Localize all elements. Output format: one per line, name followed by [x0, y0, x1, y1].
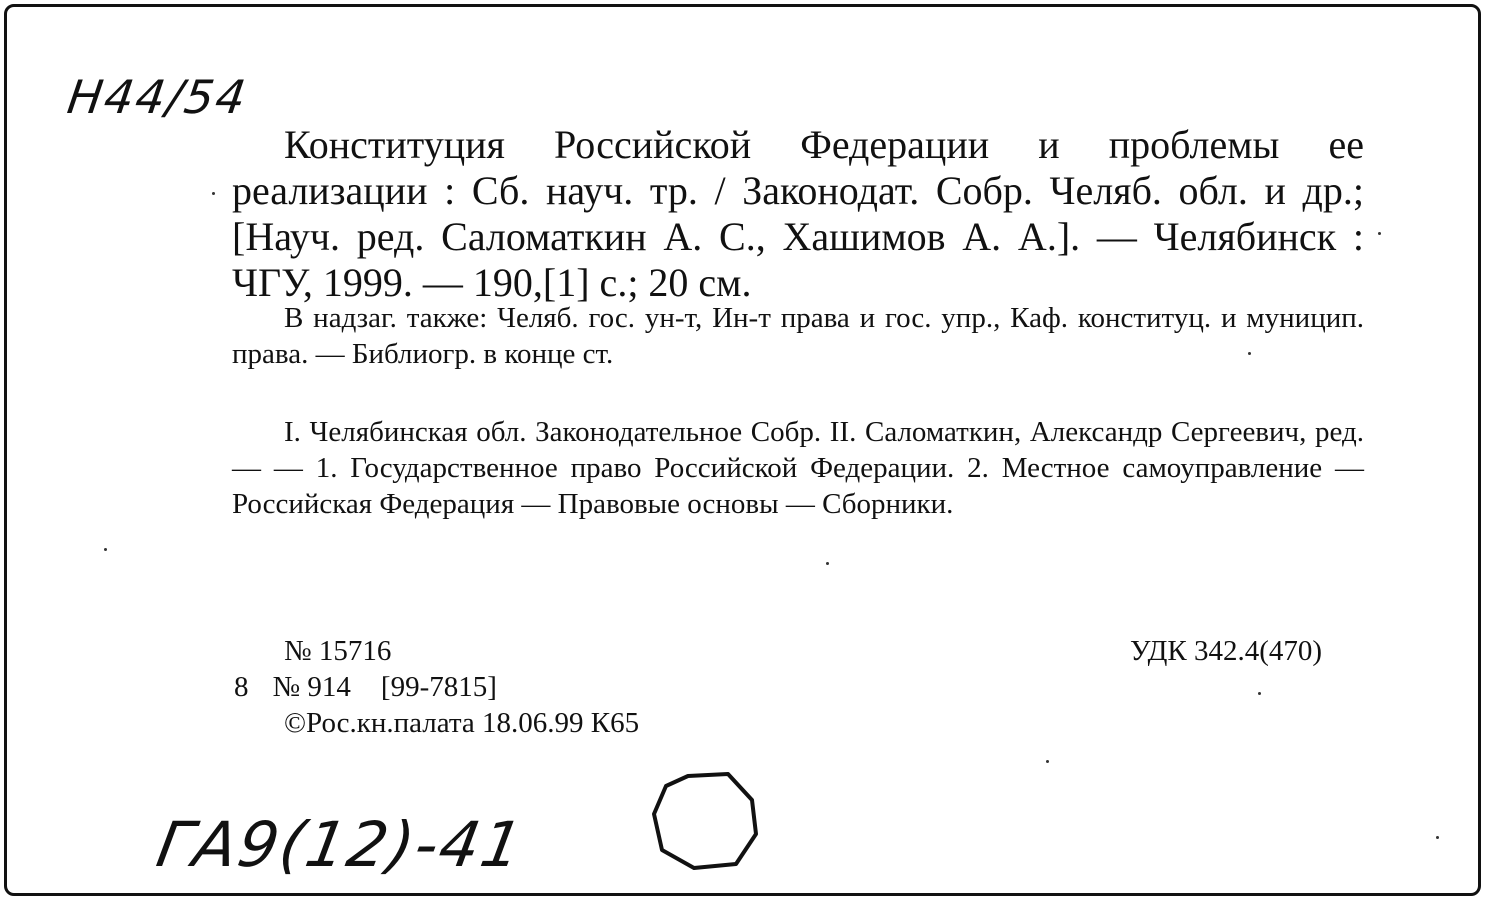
scan-speck [1436, 836, 1439, 839]
scan-speck [826, 562, 829, 565]
scan-speck [1248, 352, 1251, 355]
handwritten-shelf-mark: Н44/54 [64, 70, 251, 124]
scan-speck [212, 192, 215, 195]
order-number: № 914 [272, 671, 351, 703]
bibliographic-note: В надзаг. также: Челяб. гос. ун-т, Ин-т права и гос. упр., Каф. конституц. и муницип. права. — Библиогр. в конце ст. [232, 302, 1364, 370]
scan-speck [104, 548, 107, 551]
udk-classification: УДК 342.4(470) [1130, 635, 1323, 667]
order-line [234, 670, 497, 704]
scan-speck [1258, 692, 1261, 695]
bibliographic-main-entry: Конституция Российской Федерации и проблемы ее реализации : Сб. науч. тр. / Законодат. Собр. Челяб. обл. и др.; [Науч. ред. Саломаткин А. С., Хашимов А. А.]. — Челябинск : ЧГУ, 1999. — 190,[1] с.; 20 см. [232, 122, 1364, 305]
order-code: [99-7815] [380, 671, 497, 703]
copyright-line: ©Рос.кн.палата 18.06.99 К65 [284, 707, 640, 739]
scan-speck [1378, 232, 1381, 235]
registration-number: № 15716 [284, 635, 392, 667]
scan-speck [1046, 760, 1049, 763]
handwritten-classification-mark: ГА9(12)-41 [151, 808, 530, 881]
stamp-outline-icon [648, 770, 764, 874]
copies-count: 8 [234, 671, 249, 703]
subject-tracings: I. Челябинская обл. Законодательное Собр. II. Саломаткин, Александр Сергеевич, ред. — — 1. Государственное право Российской Федерации. 2. Местное самоуправление — Российская Федерация — Правовые основы — Сборники. [232, 416, 1364, 520]
